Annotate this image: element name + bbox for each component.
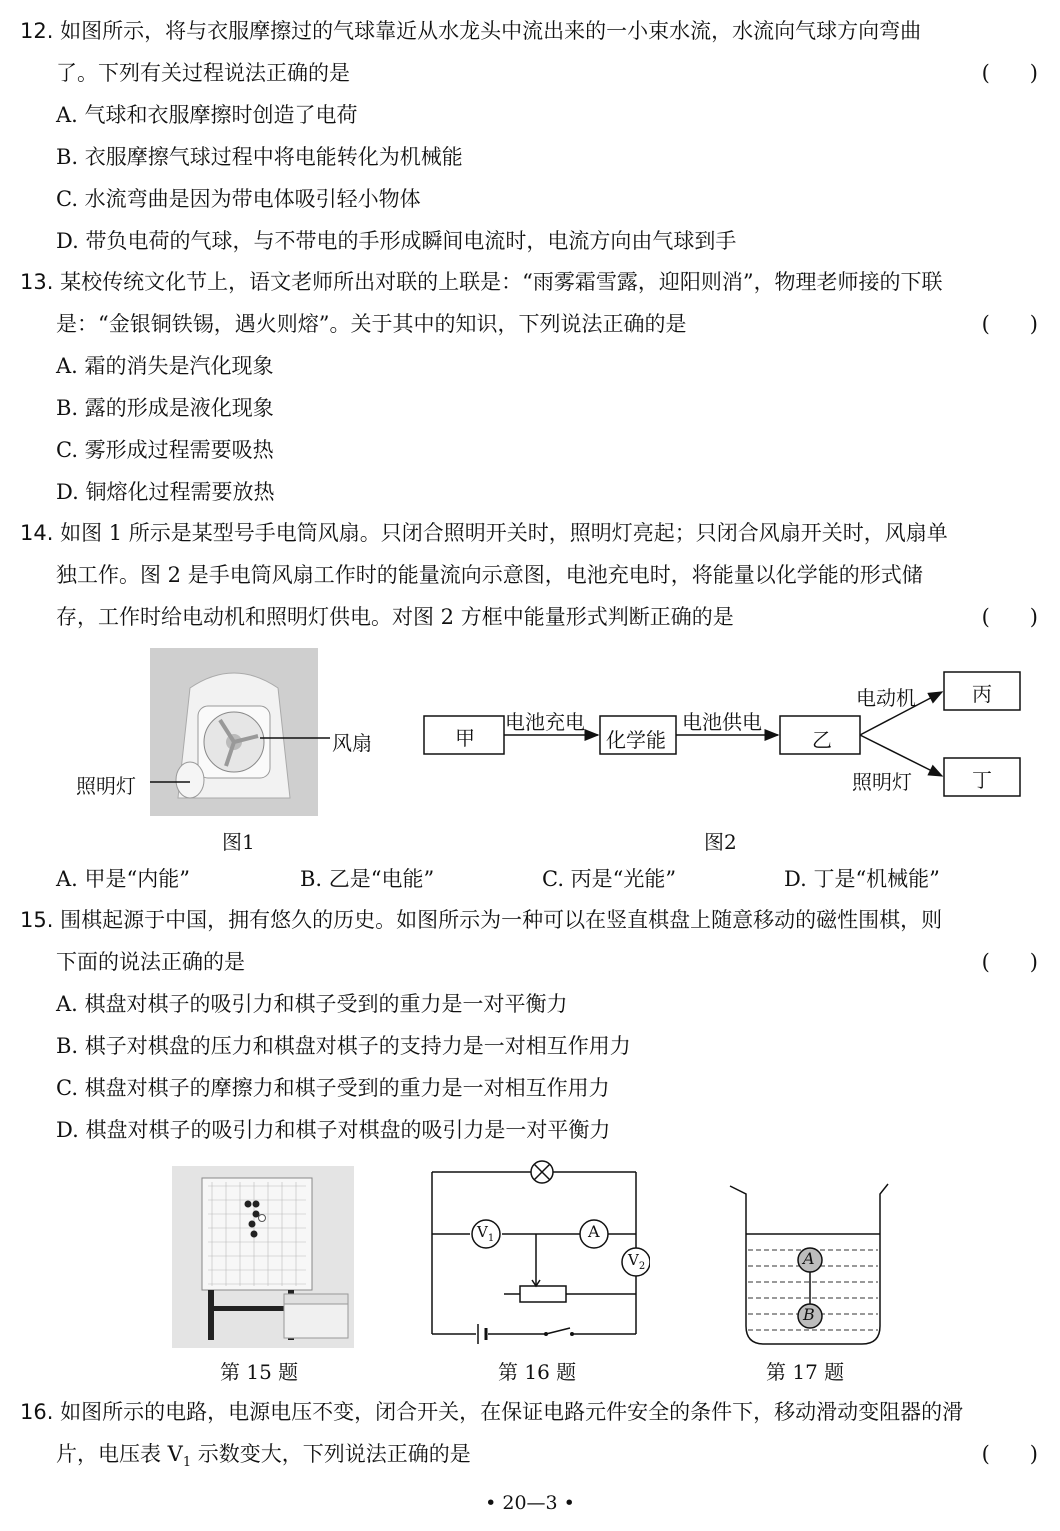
q16-answer-blank: ( ) [981,1442,1038,1466]
fig17-caption: 第 17 题 [766,1360,845,1384]
arrow-charge-label: 电池充电 [505,710,585,734]
q12-stem-line2: 了。下列有关过程说法正确的是 ( ) [56,58,1060,88]
q15-answer-blank: ( ) [981,950,1038,974]
q13-stem-line2: 是：“金银铜铁锡，遇火则熔”。关于其中的知识，下列说法正确的是 ( ) [56,309,1060,339]
q14-number: 14. [20,521,54,545]
go-board-photo [172,1166,354,1348]
q15-option-b: B. 棋子对棋盘的压力和棋盘对棋子的支持力是一对相互作用力 [56,1034,631,1058]
q15-stem-line1: 15. 围棋起源于中国，拥有悠久的历史。如图所示为一种可以在竖直棋盘上随意移动的磁性围棋，则 [20,908,943,932]
box-yi-label: 乙 [812,728,832,752]
q15-option-d: D. 棋盘对棋子的吸引力和棋子对棋盘的吸引力是一对平衡力 [56,1118,611,1142]
q15-stem-line2: 下面的说法正确的是 ( ) [56,947,1060,977]
box-ding-label: 丁 [972,768,992,792]
fig15-caption: 第 15 题 [220,1360,299,1384]
q14-answer-blank: ( ) [981,605,1038,629]
q16-stem-line1: 16. 如图所示的电路，电源电压不变，闭合开关，在保证电路元件安全的条件下，移动滑动变阻器的滑 [20,1400,964,1424]
q14-stem-line3: 存，工作时给电动机和照明灯供电。对图 2 方框中能量形式判断正确的是 ( ) [56,602,1060,632]
q15-number: 15. [20,908,54,932]
q13-option-a: A. 霜的消失是汽化现象 [56,354,274,378]
box-chemical-label: 化学能 [606,728,666,752]
q16-stem-line2: 片，电压表 $V_1$ 示数变大，下列说法正确的是 ( ) [56,1439,1060,1478]
lamp-label: 照明灯 [76,774,136,798]
q12-stem-line1: 12. 如图所示，将与衣服摩擦过的气球靠近从水龙头中流出来的一小束水流，水流向气球方向弯曲 [20,19,922,43]
q14-option-c: C. 丙是“光能” [542,867,677,891]
q14-option-b: B. 乙是“电能” [300,867,435,891]
branch-motor-label: 电动机 [856,686,916,710]
q12-option-d: D. 带负电荷的气球，与不带电的手形成瞬间电流时，电流方向由气球到手 [56,229,737,253]
q16-number: 16. [20,1400,54,1424]
v2-label: $V_2$ [628,1251,646,1272]
q12-option-a: A. 气球和衣服摩擦时创造了电荷 [56,103,358,127]
q13-option-b: B. 露的形成是液化现象 [56,396,274,420]
fig1-leader-lines [140,730,340,790]
q14-option-d: D. 丁是“机械能” [784,867,940,891]
arrow-supply-label: 电池供电 [682,710,762,734]
branch-lamp-label: 照明灯 [852,770,912,794]
q15-option-a: A. 棋盘对棋子的吸引力和棋子受到的重力是一对平衡力 [56,992,568,1016]
ball-a-label: A [803,1249,815,1268]
ammeter-label: A [588,1222,600,1241]
box-bing-label: 丙 [972,682,992,706]
q13-number: 13. [20,270,54,294]
q12-option-b: B. 衣服摩擦气球过程中将电能转化为机械能 [56,145,463,169]
energy-flow-diagram [418,664,1028,814]
q13-option-c: C. 雾形成过程需要吸热 [56,438,274,462]
q12-number: 12. [20,19,54,43]
q12-option-c: C. 水流弯曲是因为带电体吸引轻小物体 [56,187,421,211]
box-jia-label: 甲 [455,726,475,750]
ball-b-label: B [803,1305,815,1324]
v1-label: $V_1$ [477,1223,495,1244]
q14-stem-line1: 14. 如图 1 所示是某型号手电筒风扇。只闭合照明开关时，照明灯亮起；只闭合风扇开关时，风扇单 [20,521,948,545]
page-number: • 20—3 • [485,1492,575,1514]
q15-option-c: C. 棋盘对棋子的摩擦力和棋子受到的重力是一对相互作用力 [56,1076,610,1100]
q14-option-a: A. 甲是“内能” [56,867,190,891]
switch-symbol [544,1332,548,1336]
rheostat-symbol [520,1286,566,1302]
q12-answer-blank: ( ) [981,61,1038,85]
circuit-diagram [420,1152,650,1348]
fan-label: 风扇 [332,731,372,755]
q13-option-d: D. 铜熔化过程需要放热 [56,480,275,504]
q14-stem-line2: 独工作。图 2 是手电筒风扇工作时的能量流向示意图，电池充电时，将能量以化学能的形式储 [56,563,923,587]
fig1-caption: 图1 [222,830,255,854]
q13-stem-line1: 13. 某校传统文化节上，语文老师所出对联的上联是：“雨雾霜雪露，迎阳则消”，物理老师接的下联 [20,270,943,294]
fig16-caption: 第 16 题 [498,1360,577,1384]
fig2-caption: 图2 [704,830,737,854]
q13-answer-blank: ( ) [981,312,1038,336]
